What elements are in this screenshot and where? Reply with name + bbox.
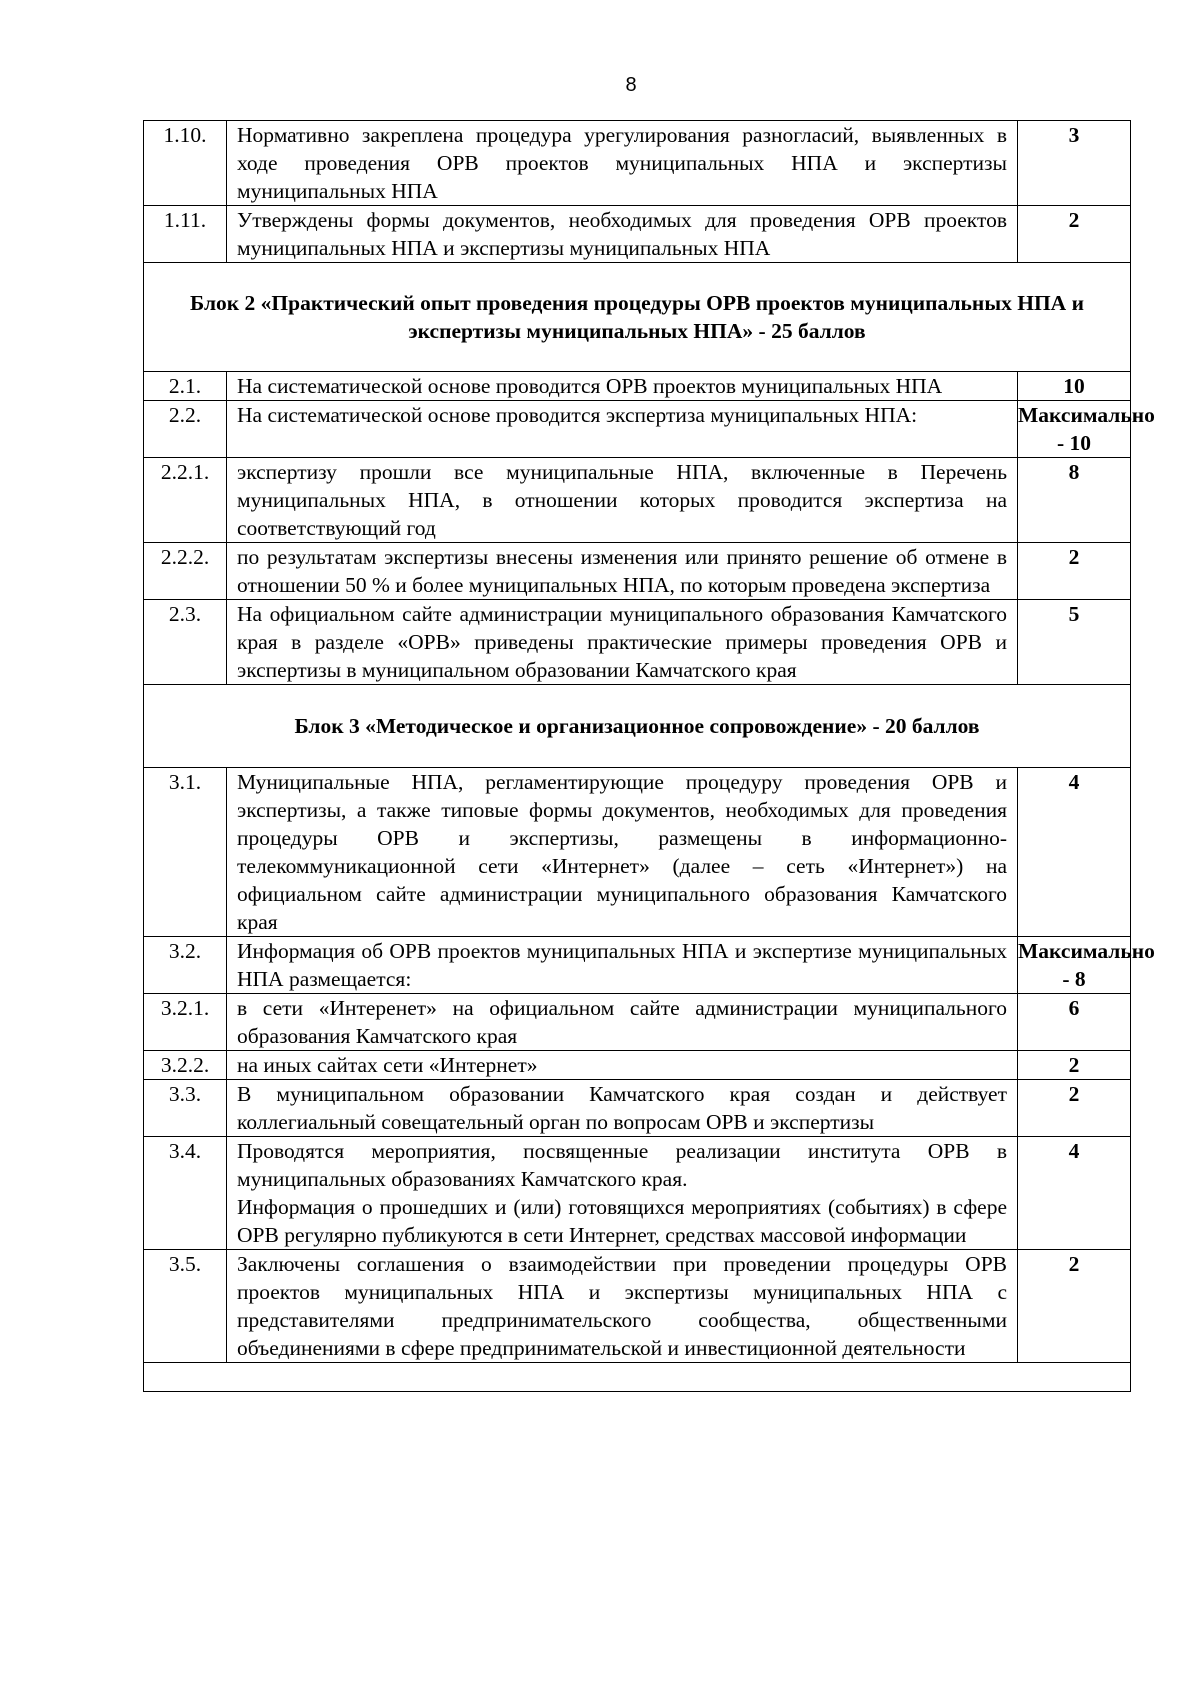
row-number: 2.3. [144,600,227,685]
table-row [144,994,1131,1051]
row-number: 3.2.1. [144,994,227,1051]
table-row [144,1080,1131,1137]
row-score: Максимально - 10 [1018,401,1131,458]
table-row [144,206,1131,263]
row-criterion: Информация об ОРВ проектов муниципальных НПА и экспертизе муниципальных НПА размещается: [227,937,1018,994]
row-score: Максимально - 8 [1018,937,1131,994]
row-criterion [227,1137,1018,1250]
block-header-row [144,263,1131,372]
row-score: 2 [1018,543,1131,600]
row-score: 2 [1018,206,1131,263]
table-row [144,1250,1131,1363]
block-2-title: Блок 2 «Практический опыт проведения процедуры ОРВ проектов муниципальных НПА и экспертизы муниципальных НПА» - 25 баллов [144,263,1131,372]
row-number: 1.10. [144,121,227,206]
row-score: 6 [1018,994,1131,1051]
block-header-row [144,685,1131,768]
table-row [144,458,1131,543]
row-criterion: на иных сайтах сети «Интернет» [227,1051,1018,1080]
row-score: 2 [1018,1250,1131,1363]
row-criterion-part-1: Проводятся мероприятия, посвященные реализации института ОРВ в муниципальных образованиях Камчатского края. [237,1139,1007,1191]
row-criterion: в сети «Интеренет» на официальном сайте администрации муниципального образования Камчатского края [227,994,1018,1051]
table-row [144,768,1131,937]
table-row [144,1051,1131,1080]
row-number: 3.4. [144,1137,227,1250]
block-3-title: Блок 3 «Методическое и организационное сопровождение» - 20 баллов [144,685,1131,768]
table-row [144,543,1131,600]
table-row [144,121,1131,206]
row-criterion: В муниципальном образовании Камчатского края создан и действует коллегиальный совещательный орган по вопросам ОРВ и экспертизы [227,1080,1018,1137]
row-number: 2.2.1. [144,458,227,543]
row-score: 4 [1018,768,1131,937]
empty-row [144,1363,1131,1392]
row-number: 3.5. [144,1250,227,1363]
row-criterion: Заключены соглашения о взаимодействии при проведении процедуры ОРВ проектов муниципальных НПА и экспертизы муниципальных НПА с представителями предпринимательского сообщества, общественными объединениями в сфере предпринимательской и инвестиционной деятельности [227,1250,1018,1363]
page-number: 8 [625,74,637,96]
row-score: 2 [1018,1051,1131,1080]
row-number: 3.2. [144,937,227,994]
row-number: 2.1. [144,372,227,401]
row-criterion-part-2: Информация о прошедших и (или) готовящихся мероприятиях (событиях) в сфере ОРВ регулярно публикуются в сети Интернет, средствах массовой информации [237,1195,1007,1247]
row-number: 3.1. [144,768,227,937]
row-criterion: На официальном сайте администрации муниципального образования Камчатского края в разделе «ОРВ» приведены практические примеры проведения ОРВ и экспертизы в муниципальном образовании Камчатского края [227,600,1018,685]
row-criterion: На систематической основе проводится экспертиза муниципальных НПА: [227,401,1018,458]
row-criterion: Утверждены формы документов, необходимых для проведения ОРВ проектов муниципальных НПА и экспертизы муниципальных НПА [227,206,1018,263]
row-score: 5 [1018,600,1131,685]
row-score: 3 [1018,121,1131,206]
empty-cell [144,1363,1131,1392]
row-criterion: экспертизу прошли все муниципальные НПА, включенные в Перечень муниципальных НПА, в отношении которых проводится экспертиза на соответствующий год [227,458,1018,543]
row-number: 2.2. [144,401,227,458]
row-number: 3.3. [144,1080,227,1137]
criteria-table [143,120,1155,1392]
row-score: 10 [1018,372,1131,401]
row-criterion: Нормативно закреплена процедура урегулирования разногласий, выявленных в ходе проведения ОРВ проектов муниципальных НПА и экспертизы муниципальных НПА [227,121,1018,206]
row-score: 2 [1018,1080,1131,1137]
row-number: 1.11. [144,206,227,263]
row-number: 2.2.2. [144,543,227,600]
table-row [144,937,1131,994]
row-criterion: по результатам экспертизы внесены изменения или принято решение об отмене в отношении 50 % и более муниципальных НПА, по которым проведена экспертиза [227,543,1018,600]
row-criterion: На систематической основе проводится ОРВ проектов муниципальных НПА [227,372,1018,401]
table-row [144,600,1131,685]
table-row [144,372,1131,401]
row-score: 8 [1018,458,1131,543]
row-criterion: Муниципальные НПА, регламентирующие процедуру проведения ОРВ и экспертизы, а также типовые формы документов, необходимых для проведения процедуры ОРВ и экспертизы, размещены в информационно-телекоммуникационной сети «Интернет» (далее – сеть «Интернет») на официальном сайте администрации муниципального образования Камчатского края [227,768,1018,937]
table-row [144,1137,1131,1250]
row-score: 4 [1018,1137,1131,1250]
row-number: 3.2.2. [144,1051,227,1080]
table-row [144,401,1131,458]
